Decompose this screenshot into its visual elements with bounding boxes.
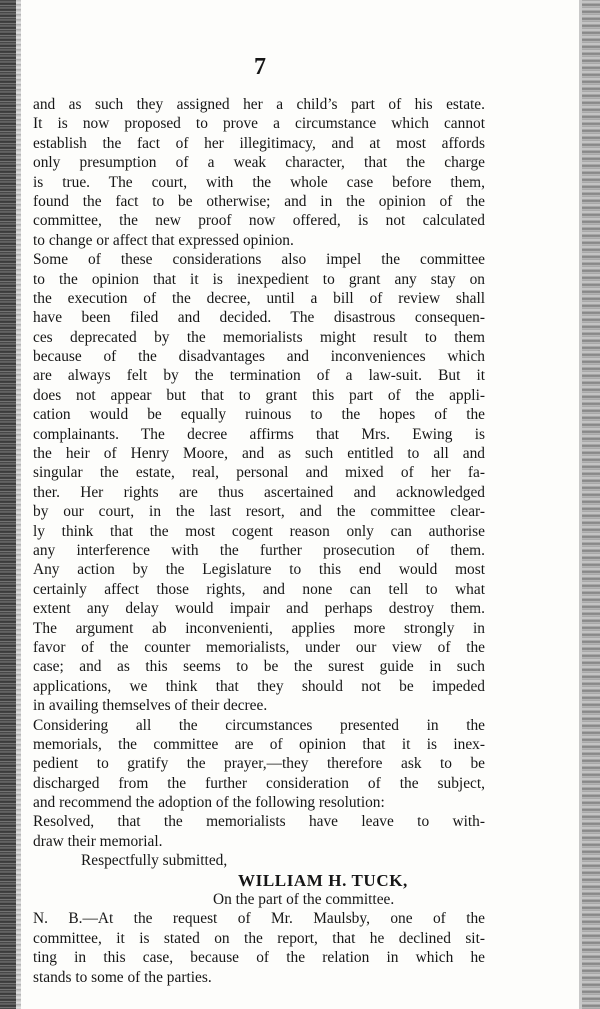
binding-shadow bbox=[16, 0, 21, 1009]
respectfully-submitted: Respectfully submitted, bbox=[81, 852, 228, 870]
resolution bbox=[33, 812, 485, 851]
text-line: complainants. The decree affirms that Mrs. Ewing is bbox=[33, 425, 485, 443]
text-line: singular the estate, real, personal and mixed of her fa- bbox=[33, 464, 485, 482]
text-line: pedient to gratify the prayer,—they therefore ask to be bbox=[33, 755, 485, 773]
text-line: Considering all the circumstances presented in the bbox=[33, 716, 485, 734]
text-line: Resolved, that the memorialists have leave to with- bbox=[33, 813, 485, 831]
text-line: draw their memorial. bbox=[33, 832, 163, 850]
text-line: extent any delay would impair and perhaps destroy them. bbox=[33, 600, 485, 618]
text-line: The argument ab inconvenienti, applies more strongly in bbox=[33, 619, 485, 637]
page-edge-right bbox=[582, 0, 600, 1009]
text-line: the heir of Henry Moore, and as such entitled to all and bbox=[33, 445, 485, 463]
text-line: found the fact to be otherwise; and in the opinion of the bbox=[33, 192, 485, 210]
text-line: ting in this case, because of the relation in which he bbox=[33, 949, 485, 967]
text-line: and as such they assigned her a child’s part of his estate. bbox=[33, 96, 485, 113]
paragraph-3 bbox=[33, 716, 485, 813]
text-line: are always felt by the termination of a law-suit. But it bbox=[33, 367, 485, 385]
signature-block bbox=[33, 851, 485, 909]
text-line: does not appear but that to grant this part of the appli- bbox=[33, 386, 485, 404]
text-line: is true. The court, with the whole case before them, bbox=[33, 173, 485, 191]
text-line: any interference with the further prosecution of them. bbox=[33, 541, 485, 559]
book-binding-left-edge bbox=[0, 0, 16, 1009]
nota-bene-note bbox=[33, 909, 485, 987]
paragraph-1 bbox=[33, 95, 485, 250]
text-line: cation would be equally ruinous to the hopes of the bbox=[33, 406, 485, 424]
text-line: establish the fact of her illegitimacy, and at most affords bbox=[33, 134, 485, 152]
text-line: because of the disadvantages and inconveniences which bbox=[33, 348, 485, 366]
text-line: to the opinion that it is inexpedient to grant any stay on bbox=[33, 270, 485, 288]
text-line: have been filed and decided. The disastrous consequen- bbox=[33, 309, 485, 327]
paragraph-2 bbox=[33, 250, 485, 715]
signer-role: On the part of the committee. bbox=[213, 891, 395, 909]
text-line: committee, it is stated on the report, that he declined sit- bbox=[33, 929, 485, 947]
text-line: Any action by the Legislature to this end would most bbox=[33, 561, 485, 579]
report-body bbox=[33, 95, 485, 987]
text-line: case; and as this seems to be the surest guide in such bbox=[33, 658, 485, 676]
text-line: Some of these considerations also impel the committee bbox=[33, 251, 485, 269]
text-line: in availing themselves of their decree. bbox=[33, 697, 268, 715]
text-line: ces deprecated by the memorialists might result to them bbox=[33, 328, 485, 346]
text-line: favor of the counter memorialists, under our view of the bbox=[33, 638, 485, 656]
text-line: certainly affect those rights, and none can tell to what bbox=[33, 580, 485, 598]
page-number: 7 bbox=[254, 54, 266, 80]
text-line: only presumption of a weak character, that the charge bbox=[33, 154, 485, 172]
text-line: by our court, in the last resort, and the committee clear- bbox=[33, 503, 485, 521]
text-line: ther. Her rights are thus ascertained and acknowledged bbox=[33, 483, 485, 501]
text-line: N. B.—At the request of Mr. Maulsby, one of the bbox=[33, 910, 485, 928]
text-line: ly think that the most cogent reason only can authorise bbox=[33, 522, 485, 540]
text-line: stands to some of the parties. bbox=[33, 968, 212, 986]
text-line: discharged from the further consideration of the subject, bbox=[33, 774, 485, 792]
signer-name: WILLIAM H. TUCK, bbox=[238, 870, 408, 890]
text-line: the execution of the decree, until a bill of review shall bbox=[33, 289, 485, 307]
text-line: memorials, the committee are of opinion that it is inex- bbox=[33, 735, 485, 753]
text-line: committee, the new proof now offered, is not calculated bbox=[33, 212, 485, 230]
text-line: to change or affect that expressed opinion. bbox=[33, 231, 294, 249]
text-line: applications, we think that they should not be impeded bbox=[33, 677, 485, 695]
text-line: and recommend the adoption of the following resolution: bbox=[33, 794, 385, 812]
text-line: It is now proposed to prove a circumstance which cannot bbox=[33, 115, 485, 133]
